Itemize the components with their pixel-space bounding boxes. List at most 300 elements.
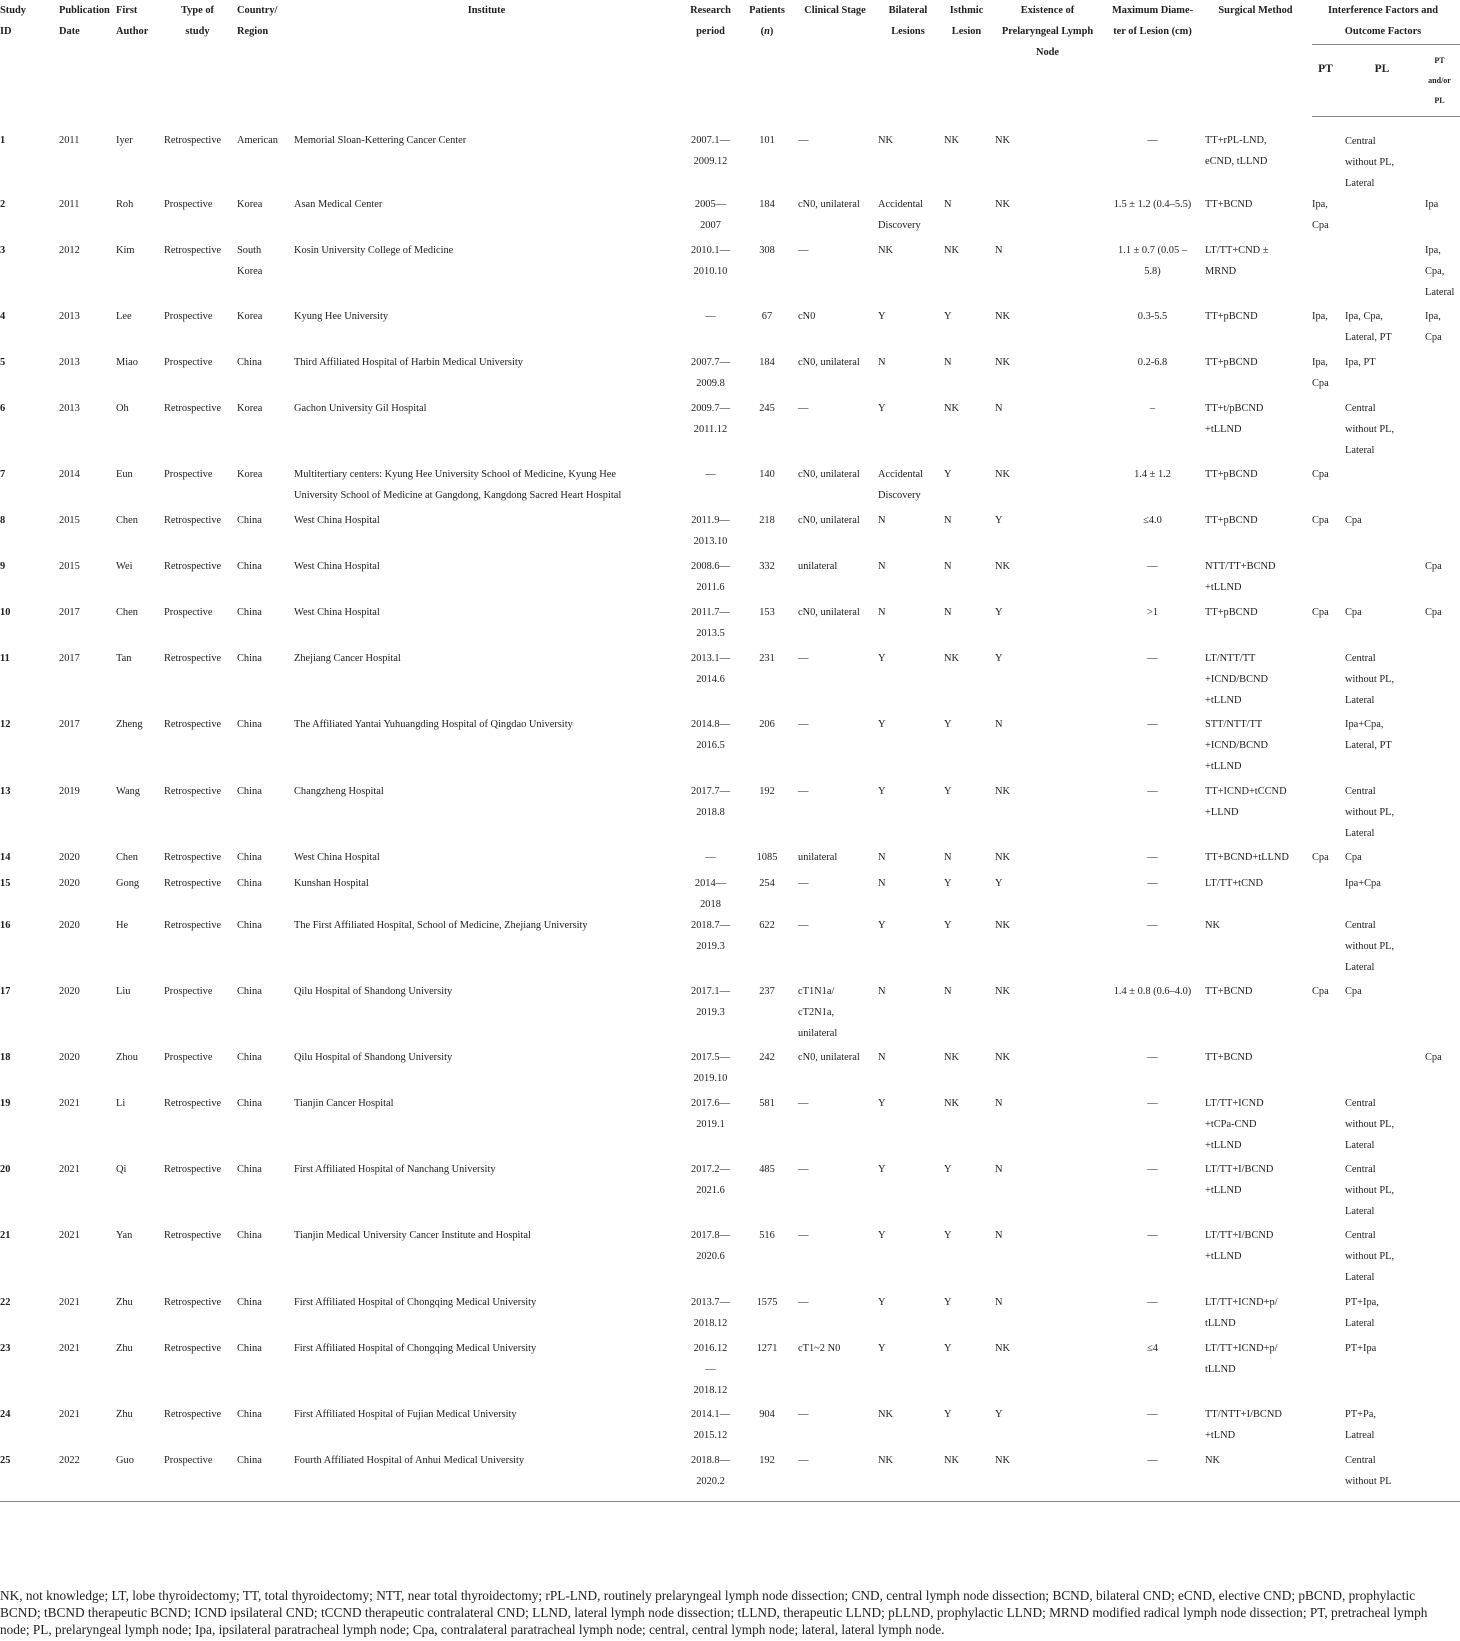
first-author-cell: Wang [116, 785, 140, 797]
country-cell: China [237, 514, 262, 526]
patients-cell: 206 [759, 718, 775, 730]
surgical-method-cell: LT/TT+I/BCND +tLLND [1205, 1229, 1274, 1262]
header-type-of-study: Type of study [181, 5, 214, 37]
clinical-stage-cell: unilateral [798, 560, 838, 572]
table-row [0, 306, 1460, 352]
publication-date-cell: 2021 [59, 1229, 80, 1241]
clinical-stage-cell: cN0, unilateral [798, 514, 860, 526]
first-author-cell: He [116, 919, 129, 931]
study-type-cell: Prospective [164, 985, 213, 997]
clinical-stage-cell: cT1~2 N0 [798, 1342, 841, 1354]
pt-cell [1312, 1292, 1345, 1338]
study-type-cell: Retrospective [164, 1229, 222, 1241]
clinical-stage-cell: unilateral [798, 851, 838, 863]
study-id-cell: 12 [0, 718, 11, 730]
study-type-cell: Retrospective [164, 135, 222, 146]
first-author-cell: Tan [116, 652, 132, 664]
publication-date-cell: 2014 [59, 468, 80, 480]
country-cell: China [237, 1296, 262, 1308]
publication-date-cell: 2020 [59, 1051, 80, 1063]
pt-pl-cell [1425, 915, 1460, 981]
first-author-cell: Liu [116, 985, 131, 997]
patients-cell: 332 [759, 560, 775, 572]
isthmic-lesion-cell: N [944, 606, 952, 618]
max-diameter-cell: – [1149, 402, 1156, 414]
patients-cell: 237 [759, 985, 775, 997]
table-row [0, 194, 1460, 240]
study-id-cell: 18 [0, 1051, 11, 1063]
publication-date-cell: 2015 [59, 514, 80, 526]
institute-cell: First Affiliated Hospital of Fujian Medical University [294, 1408, 517, 1420]
bilateral-lesions-cell: NK [878, 1408, 894, 1420]
study-type-cell: Retrospective [164, 560, 222, 572]
research-period-cell: 2017.2— 2021.6 [691, 1163, 730, 1196]
research-period-cell: 2011.7— 2013.5 [691, 606, 730, 639]
pt-cell [1312, 240, 1345, 306]
study-id-cell: 22 [0, 1296, 11, 1308]
clinical-stage-cell: — [798, 1097, 809, 1109]
isthmic-lesion-cell: NK [944, 1051, 960, 1063]
study-type-cell: Prospective [164, 310, 213, 322]
surgical-method-cell: NTT/TT+BCND +tLLND [1205, 560, 1276, 593]
isthmic-lesion-cell: N [944, 560, 952, 572]
study-type-cell: Prospective [164, 198, 213, 210]
max-diameter-cell: — [1147, 877, 1158, 889]
table-row [0, 1404, 1460, 1450]
country-cell: China [237, 919, 262, 931]
header-patients-close: ) [769, 26, 774, 37]
max-diameter-cell: — [1147, 135, 1158, 146]
pt-cell: Ipa, [1312, 310, 1328, 322]
pt-pl-cell [1425, 847, 1460, 873]
pl-cell: Central without PL, Lateral [1345, 1097, 1395, 1151]
surgical-method-cell: LT/TT+CND ± MRND [1205, 244, 1269, 277]
first-author-cell: Yan [116, 1229, 133, 1241]
study-type-cell: Prospective [164, 606, 213, 618]
pt-cell: Ipa, Cpa [1312, 356, 1329, 389]
isthmic-lesion-cell: NK [944, 1450, 995, 1502]
bilateral-lesions-cell: N [878, 514, 886, 526]
publication-date-cell: 2021 [59, 1163, 80, 1175]
patients-cell: 242 [759, 1051, 775, 1063]
first-author-cell: Chen [116, 514, 138, 526]
pt-pl-cell [1425, 352, 1460, 398]
surgical-method-cell: LT/TT+I/BCND +tLLND [1205, 1163, 1274, 1196]
prelaryngeal-cell: NK [995, 468, 1011, 480]
bilateral-lesions-cell: NK [878, 1450, 944, 1502]
bilateral-lesions-cell: N [878, 985, 886, 997]
prelaryngeal-cell: N [995, 1097, 1003, 1109]
table-row [0, 1338, 1460, 1404]
institute-cell: The First Affiliated Hospital, School of Medicine, Zhejiang University [294, 919, 588, 931]
table-row [0, 781, 1460, 847]
max-diameter-cell: — [1147, 560, 1158, 572]
prelaryngeal-cell: N [995, 1296, 1003, 1308]
patients-cell: 1575 [756, 1296, 778, 1308]
institute-cell: Kosin University College of Medicine [294, 244, 454, 256]
table-row [0, 915, 1460, 981]
publication-date-cell: 2013 [59, 356, 80, 368]
isthmic-lesion-cell: N [944, 514, 952, 526]
publication-date-cell: 2020 [59, 919, 80, 931]
bilateral-lesions-cell: Y [878, 1296, 886, 1308]
prelaryngeal-cell: Y [995, 514, 1003, 526]
max-diameter-cell: — [1147, 652, 1158, 664]
patients-cell: 140 [759, 468, 775, 480]
first-author-cell: Chen [116, 606, 138, 618]
clinical-stage-cell: — [798, 919, 809, 931]
isthmic-lesion-cell: NK [944, 402, 960, 414]
country-cell: China [237, 356, 262, 368]
pl-cell: Ipa+Cpa, Lateral, PT [1345, 718, 1392, 751]
country-cell: China [237, 851, 262, 863]
study-id-cell: 13 [0, 785, 11, 797]
prelaryngeal-cell: NK [995, 310, 1011, 322]
header-surgical-method: Surgical Method [1218, 5, 1293, 16]
header-pt-pl: PT and/or PL [1425, 44, 1460, 116]
study-type-cell: Retrospective [164, 1342, 222, 1354]
publication-date-cell: 2021 [59, 1342, 80, 1354]
institute-cell: First Affiliated Hospital of Nanchang University [294, 1163, 496, 1175]
isthmic-lesion-cell: Y [944, 1408, 952, 1420]
pt-cell [1312, 116, 1345, 194]
pt-cell: Cpa [1312, 851, 1329, 863]
institute-cell: Asan Medical Center [294, 198, 383, 210]
research-period-cell: 2016.12 — 2018.12 [693, 1342, 728, 1396]
country-cell: China [237, 785, 262, 797]
study-id-cell: 10 [0, 606, 11, 618]
institute-cell: Gachon University Gil Hospital [294, 402, 427, 414]
first-author-cell: Qi [116, 1163, 127, 1175]
prelaryngeal-cell: NK [995, 135, 1011, 146]
research-period-cell: 2014.8— 2016.5 [691, 718, 730, 751]
clinical-stage-cell: — [798, 135, 809, 146]
bilateral-lesions-cell: N [878, 851, 886, 863]
pl-cell [1345, 464, 1425, 510]
pt-pl-cell [1425, 714, 1460, 781]
study-id-cell: 4 [0, 310, 6, 322]
clinical-stage-cell: — [798, 652, 809, 664]
bilateral-lesions-cell: N [878, 1051, 886, 1063]
institute-cell: Kunshan Hospital [294, 877, 369, 889]
surgical-method-cell: TT+pBCND [1205, 356, 1258, 368]
research-period-cell: 2008.6— 2011.6 [691, 560, 730, 593]
bilateral-lesions-cell: Y [878, 1229, 886, 1241]
publication-date-cell: 2020 [59, 985, 80, 997]
header-pl: PL [1345, 44, 1425, 116]
pl-cell: Central without PL, Lateral [1345, 402, 1395, 456]
pt-cell [1312, 398, 1345, 464]
bilateral-lesions-cell: Y [878, 1163, 886, 1175]
publication-date-cell: 2017 [59, 718, 80, 730]
pt-cell [1312, 556, 1345, 602]
clinical-stage-cell: — [798, 1450, 878, 1502]
max-diameter-cell: 1.4 ± 0.8 (0.6–4.0) [1113, 985, 1192, 997]
country-cell: China [237, 877, 262, 889]
institute-cell: First Affiliated Hospital of Chongqing Medical University [294, 1296, 537, 1308]
research-period-cell: 2014.1— 2015.12 [691, 1408, 730, 1441]
research-period-cell: 2017.1— 2019.3 [691, 985, 730, 1018]
pt-cell [1312, 1093, 1345, 1159]
pt-cell: Cpa [1312, 514, 1329, 526]
patients-cell: 184 [759, 198, 775, 210]
bilateral-lesions-cell: Y [878, 1342, 886, 1354]
bilateral-lesions-cell: Y [878, 652, 886, 664]
study-type-cell: Retrospective [164, 652, 222, 664]
pt-cell [1312, 714, 1345, 781]
pt-pl-cell [1425, 510, 1460, 556]
max-diameter-cell: — [1147, 1051, 1158, 1063]
study-type-cell: Prospective [164, 468, 213, 480]
first-author-cell: Li [116, 1097, 126, 1109]
patients-cell: 516 [759, 1229, 775, 1241]
study-id-cell: 24 [0, 1408, 11, 1420]
clinical-stage-cell: — [798, 244, 809, 256]
study-id-cell: 20 [0, 1163, 11, 1175]
pt-pl-cell: Cpa [1425, 560, 1442, 572]
isthmic-lesion-cell: NK [944, 1097, 960, 1109]
bilateral-lesions-cell: Y [878, 310, 886, 322]
research-period-cell: 2013.1— 2014.6 [691, 652, 730, 685]
study-type-cell: Prospective [164, 356, 213, 368]
pl-cell: Ipa, Cpa, Lateral, PT [1345, 310, 1392, 343]
prelaryngeal-cell: N [995, 1229, 1003, 1241]
surgical-method-cell: LT/TT+ICND+p/ tLLND [1205, 1342, 1278, 1375]
max-diameter-cell: 1.5 ± 1.2 (0.4–5.5) [1113, 198, 1192, 210]
prelaryngeal-cell: Y [995, 877, 1003, 889]
surgical-method-cell: TT+pBCND [1205, 606, 1258, 618]
pl-cell [1345, 1047, 1425, 1093]
study-type-cell: Retrospective [164, 1097, 222, 1109]
table-row [0, 648, 1460, 714]
prelaryngeal-cell: NK [995, 985, 1011, 997]
country-cell: China [237, 1342, 262, 1354]
table-row [0, 714, 1460, 781]
institute-cell: West China Hospital [294, 560, 380, 572]
study-type-cell: Retrospective [164, 851, 222, 863]
research-period-cell: 2018.8— 2020.2 [685, 1450, 742, 1502]
patients-cell: 485 [759, 1163, 775, 1175]
patients-cell: 622 [759, 919, 775, 931]
publication-date-cell: 2021 [59, 1408, 80, 1420]
pt-cell [1312, 873, 1345, 915]
patients-cell: 1085 [756, 851, 778, 863]
study-id-cell: 17 [0, 985, 11, 997]
clinical-stage-cell: cN0, unilateral [798, 1051, 860, 1063]
max-diameter-cell: — [1147, 1296, 1158, 1308]
max-diameter-cell: 0.2-6.8 [1137, 356, 1168, 368]
research-period-cell: 2013.7— 2018.12 [691, 1296, 730, 1329]
pt-cell [1312, 1159, 1345, 1225]
bilateral-lesions-cell: Accidental Discovery [878, 468, 924, 501]
publication-date-cell: 2011 [59, 135, 80, 146]
study-id-cell: 16 [0, 919, 11, 931]
pl-cell: Central without PL, Lateral [1345, 1229, 1395, 1283]
isthmic-lesion-cell: Y [944, 1163, 952, 1175]
prelaryngeal-cell: Y [995, 1408, 1003, 1420]
isthmic-lesion-cell: Y [944, 1229, 952, 1241]
pl-cell: PT+Pa, Latreal [1345, 1408, 1376, 1441]
pt-cell [1312, 781, 1345, 847]
bilateral-lesions-cell: Y [878, 785, 886, 797]
isthmic-lesion-cell: Y [944, 718, 952, 730]
research-period-cell: 2014— 2018 [694, 877, 727, 910]
clinical-stage-cell: — [798, 785, 809, 797]
study-type-cell: Retrospective [164, 244, 222, 256]
institute-cell: West China Hospital [294, 514, 380, 526]
isthmic-lesion-cell: NK [944, 652, 960, 664]
patients-cell: 581 [759, 1097, 775, 1109]
publication-date-cell: 2020 [59, 877, 80, 889]
pt-cell [1312, 1225, 1345, 1292]
research-period-cell: 2009.7— 2011.12 [691, 402, 730, 435]
pl-cell: Central without PL, Lateral [1345, 135, 1395, 189]
isthmic-lesion-cell: Y [944, 785, 952, 797]
header-isthmic-lesion: Isthmic Lesion [949, 5, 984, 37]
first-author-cell: Roh [116, 198, 134, 210]
country-cell: China [237, 560, 262, 572]
table-body [0, 116, 1460, 1502]
research-period-cell: 2017.6— 2019.1 [691, 1097, 730, 1130]
study-id-cell: 21 [0, 1229, 11, 1241]
country-cell: Korea [237, 310, 263, 322]
first-author-cell: Lee [116, 310, 132, 322]
table-row [0, 602, 1460, 648]
pt-pl-cell: Ipa, Cpa [1425, 310, 1442, 343]
patients-cell: 192 [759, 785, 775, 797]
table-row [0, 1159, 1460, 1225]
study-type-cell: Retrospective [164, 1163, 222, 1175]
isthmic-lesion-cell: Y [944, 1296, 952, 1308]
study-type-cell: Retrospective [164, 919, 222, 931]
country-cell: Korea [237, 198, 263, 210]
patients-cell: 192 [742, 1450, 798, 1502]
table-row [0, 981, 1460, 1047]
study-type-cell: Prospective [164, 1450, 237, 1502]
institute-cell: West China Hospital [294, 851, 380, 863]
max-diameter-cell: — [1147, 718, 1158, 730]
research-period-cell: — [705, 310, 716, 322]
pl-cell: PT+Ipa [1345, 1342, 1377, 1354]
isthmic-lesion-cell: Y [944, 468, 952, 480]
pt-cell [1312, 1450, 1345, 1502]
study-id-cell: 19 [0, 1097, 11, 1109]
header-research-period: Research period [690, 5, 731, 37]
pt-cell [1312, 648, 1345, 714]
pl-cell: Central without PL, Lateral [1345, 785, 1395, 839]
study-id-cell: 5 [0, 356, 6, 368]
surgical-method-cell: TT+BCND [1205, 985, 1253, 997]
bilateral-lesions-cell: Y [878, 402, 886, 414]
prelaryngeal-cell: Y [995, 652, 1003, 664]
study-type-cell: Retrospective [164, 1296, 222, 1308]
surgical-method-cell: TT+BCND [1205, 198, 1253, 210]
max-diameter-cell: — [1147, 1163, 1158, 1175]
bilateral-lesions-cell: N [878, 606, 886, 618]
table-row [0, 1292, 1460, 1338]
prelaryngeal-cell: NK [995, 785, 1011, 797]
bilateral-lesions-cell: Y [878, 718, 886, 730]
publication-date-cell: 2013 [59, 310, 80, 322]
prelaryngeal-cell: N [995, 244, 1003, 256]
study-type-cell: Prospective [164, 1051, 213, 1063]
pt-pl-cell [1425, 781, 1460, 847]
study-id-cell: 1 [0, 135, 6, 146]
first-author-cell: Guo [116, 1450, 164, 1502]
surgical-method-cell: TT+BCND+tLLND [1205, 851, 1289, 863]
pt-pl-cell [1425, 398, 1460, 464]
pt-pl-cell [1425, 1093, 1460, 1159]
bilateral-lesions-cell: N [878, 356, 886, 368]
pt-pl-cell: Ipa [1425, 198, 1439, 210]
study-type-cell: Retrospective [164, 785, 222, 797]
first-author-cell: Miao [116, 356, 138, 368]
bilateral-lesions-cell: Y [878, 919, 886, 931]
pt-pl-cell [1425, 648, 1460, 714]
header-patients-n: n [764, 26, 770, 37]
header-bilateral-lesions: Bilateral Lesions [888, 5, 928, 37]
isthmic-lesion-cell: NK [944, 135, 960, 146]
header-first-author: First Author [116, 5, 149, 37]
pt-cell: Cpa [1312, 468, 1329, 480]
pt-pl-cell [1425, 981, 1460, 1047]
study-id-cell: 2 [0, 198, 6, 210]
table-row [0, 510, 1460, 556]
research-period-cell: 2017.7— 2018.8 [691, 785, 730, 818]
bilateral-lesions-cell: N [878, 560, 886, 572]
patients-cell: 153 [759, 606, 775, 618]
publication-date-cell: 2011 [59, 198, 80, 210]
pt-pl-cell [1425, 116, 1460, 194]
prelaryngeal-cell: NK [995, 356, 1011, 368]
institute-cell: First Affiliated Hospital of Chongqing Medical University [294, 1342, 537, 1354]
surgical-method-cell: LT/TT+tCND [1205, 877, 1264, 889]
study-type-cell: Retrospective [164, 402, 222, 414]
surgical-method-cell: TT+pBCND [1205, 310, 1258, 322]
pl-cell: Cpa [1345, 514, 1362, 526]
table-row [0, 398, 1460, 464]
patients-cell: 308 [759, 244, 775, 256]
clinical-stage-cell: — [798, 877, 809, 889]
max-diameter-cell: — [1147, 1097, 1158, 1109]
pt-cell [1312, 1404, 1345, 1450]
bilateral-lesions-cell: NK [878, 135, 894, 146]
header-prelaryngeal-lymph-node: Existence of Prelaryngeal Lymph Node [1001, 5, 1094, 58]
pt-pl-cell [1425, 1338, 1460, 1404]
table-row [0, 1450, 1460, 1502]
country-cell: Korea [237, 468, 263, 480]
first-author-cell: Zhu [116, 1342, 133, 1354]
first-author-cell: Kim [116, 244, 135, 256]
institute-cell: Qilu Hospital of Shandong University [294, 985, 453, 997]
institute-cell: West China Hospital [294, 606, 380, 618]
first-author-cell: Eun [116, 468, 133, 480]
clinical-stage-cell: cN0 [798, 310, 816, 322]
institute-cell: Tianjin Medical University Cancer Institute and Hospital [294, 1229, 531, 1241]
country-cell: China [237, 652, 262, 664]
table-row [0, 847, 1460, 873]
surgical-method-cell: TT+pBCND [1205, 468, 1258, 480]
table-row [0, 240, 1460, 306]
table-row [0, 873, 1460, 915]
max-diameter-cell: — [1106, 1450, 1205, 1502]
table-row [0, 556, 1460, 602]
pt-pl-cell [1425, 1292, 1460, 1338]
max-diameter-cell: — [1147, 785, 1158, 797]
institute-cell: Memorial Sloan-Kettering Cancer Center [294, 135, 467, 146]
country-cell: China [237, 1450, 294, 1502]
surgical-method-cell: TT/NTT+I/BCND +tLND [1205, 1408, 1282, 1441]
